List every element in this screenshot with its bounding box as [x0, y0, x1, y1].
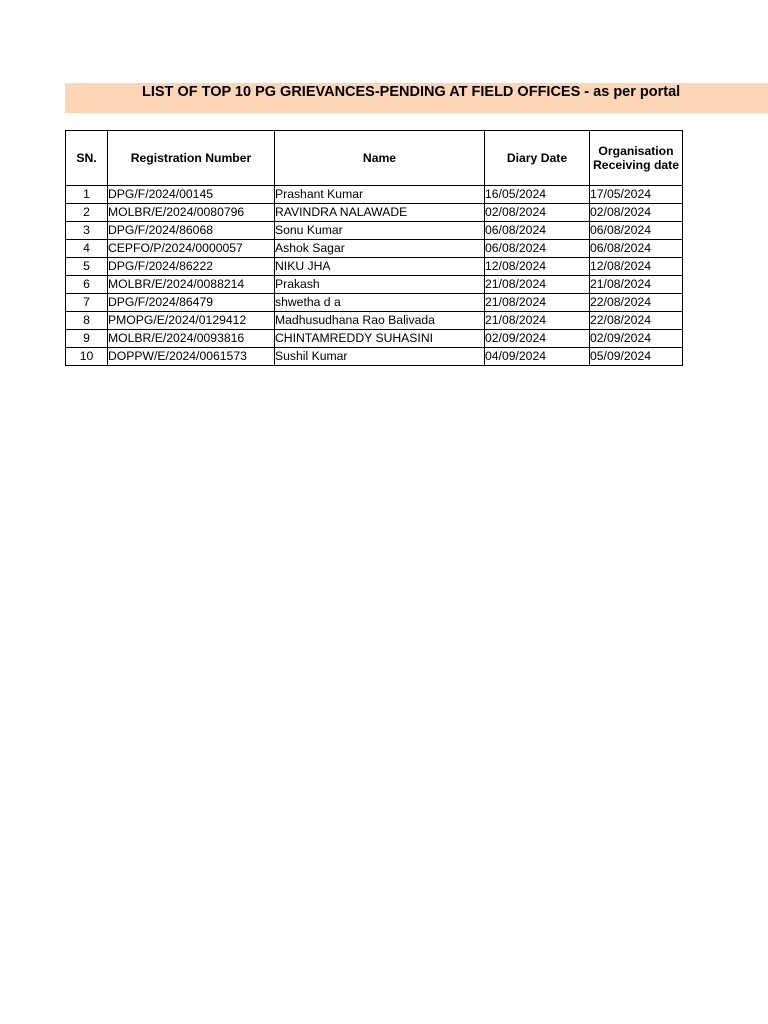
- cell-name: Ashok Sagar: [275, 240, 485, 258]
- cell-receiving-date: 22/08/2024: [590, 294, 683, 312]
- table-row: [66, 348, 683, 366]
- cell-receiving-date: 05/09/2024: [590, 348, 683, 366]
- cell-sn: 6: [66, 276, 108, 294]
- cell-diary-date: 12/08/2024: [485, 258, 590, 276]
- header-organisation-receiving-date-line1: Organisation: [598, 144, 674, 158]
- cell-name: Madhusudhana Rao Balivada: [275, 312, 485, 330]
- cell-sn: 2: [66, 204, 108, 222]
- cell-sn: 1: [66, 186, 108, 204]
- cell-name: CHINTAMREDDY SUHASINI: [275, 330, 485, 348]
- cell-diary-date: 21/08/2024: [485, 276, 590, 294]
- table-header-row: [66, 131, 683, 186]
- cell-diary-date: 06/08/2024: [485, 222, 590, 240]
- header-registration-number: Registration Number: [108, 131, 275, 186]
- cell-registration-number: MOLBR/E/2024/0088214: [108, 276, 275, 294]
- cell-name: NIKU JHA: [275, 258, 485, 276]
- cell-registration-number: DPG/F/2024/86222: [108, 258, 275, 276]
- header-sn: SN.: [66, 131, 108, 186]
- table-row: [66, 258, 683, 276]
- cell-registration-number: DPG/F/2024/86479: [108, 294, 275, 312]
- cell-receiving-date: 02/09/2024: [590, 330, 683, 348]
- table-row: [66, 240, 683, 258]
- cell-receiving-date: 06/08/2024: [590, 222, 683, 240]
- cell-sn: 7: [66, 294, 108, 312]
- page-title: LIST OF TOP 10 PG GRIEVANCES-PENDING AT FIELD OFFICES - as per portal: [142, 84, 681, 100]
- cell-sn: 3: [66, 222, 108, 240]
- cell-diary-date: 06/08/2024: [485, 240, 590, 258]
- table-row: [66, 204, 683, 222]
- header-name: Name: [275, 131, 485, 186]
- table-row: [66, 276, 683, 294]
- cell-diary-date: 16/05/2024: [485, 186, 590, 204]
- cell-receiving-date: 12/08/2024: [590, 258, 683, 276]
- cell-name: Prakash: [275, 276, 485, 294]
- cell-sn: 9: [66, 330, 108, 348]
- cell-receiving-date: 17/05/2024: [590, 186, 683, 204]
- grievances-table: [65, 130, 683, 366]
- cell-registration-number: PMOPG/E/2024/0129412: [108, 312, 275, 330]
- table-body: [66, 186, 683, 366]
- cell-registration-number: MOLBR/E/2024/0080796: [108, 204, 275, 222]
- cell-name: Prashant Kumar: [275, 186, 485, 204]
- table-row: [66, 312, 683, 330]
- cell-receiving-date: 06/08/2024: [590, 240, 683, 258]
- cell-diary-date: 02/09/2024: [485, 330, 590, 348]
- table-row: [66, 186, 683, 204]
- header-diary-date: Diary Date: [485, 131, 590, 186]
- header-organisation-receiving-date-line2: Receiving date: [592, 158, 680, 172]
- cell-sn: 5: [66, 258, 108, 276]
- header-organisation-receiving-date: [590, 131, 683, 186]
- cell-receiving-date: 21/08/2024: [590, 276, 683, 294]
- cell-registration-number: MOLBR/E/2024/0093816: [108, 330, 275, 348]
- table-row: [66, 222, 683, 240]
- cell-registration-number: DPG/F/2024/00145: [108, 186, 275, 204]
- cell-registration-number: CEPFO/P/2024/0000057: [108, 240, 275, 258]
- cell-receiving-date: 22/08/2024: [590, 312, 683, 330]
- cell-name: shwetha d a: [275, 294, 485, 312]
- cell-sn: 4: [66, 240, 108, 258]
- cell-receiving-date: 02/08/2024: [590, 204, 683, 222]
- cell-registration-number: DOPPW/E/2024/0061573: [108, 348, 275, 366]
- cell-name: RAVINDRA NALAWADE: [275, 204, 485, 222]
- table-row: [66, 330, 683, 348]
- title-band: [65, 83, 768, 113]
- cell-name: Sonu Kumar: [275, 222, 485, 240]
- cell-sn: 10: [66, 348, 108, 366]
- cell-registration-number: DPG/F/2024/86068: [108, 222, 275, 240]
- cell-name: Sushil Kumar: [275, 348, 485, 366]
- cell-diary-date: 02/08/2024: [485, 204, 590, 222]
- cell-sn: 8: [66, 312, 108, 330]
- cell-diary-date: 21/08/2024: [485, 312, 590, 330]
- cell-diary-date: 21/08/2024: [485, 294, 590, 312]
- table-row: [66, 294, 683, 312]
- cell-diary-date: 04/09/2024: [485, 348, 590, 366]
